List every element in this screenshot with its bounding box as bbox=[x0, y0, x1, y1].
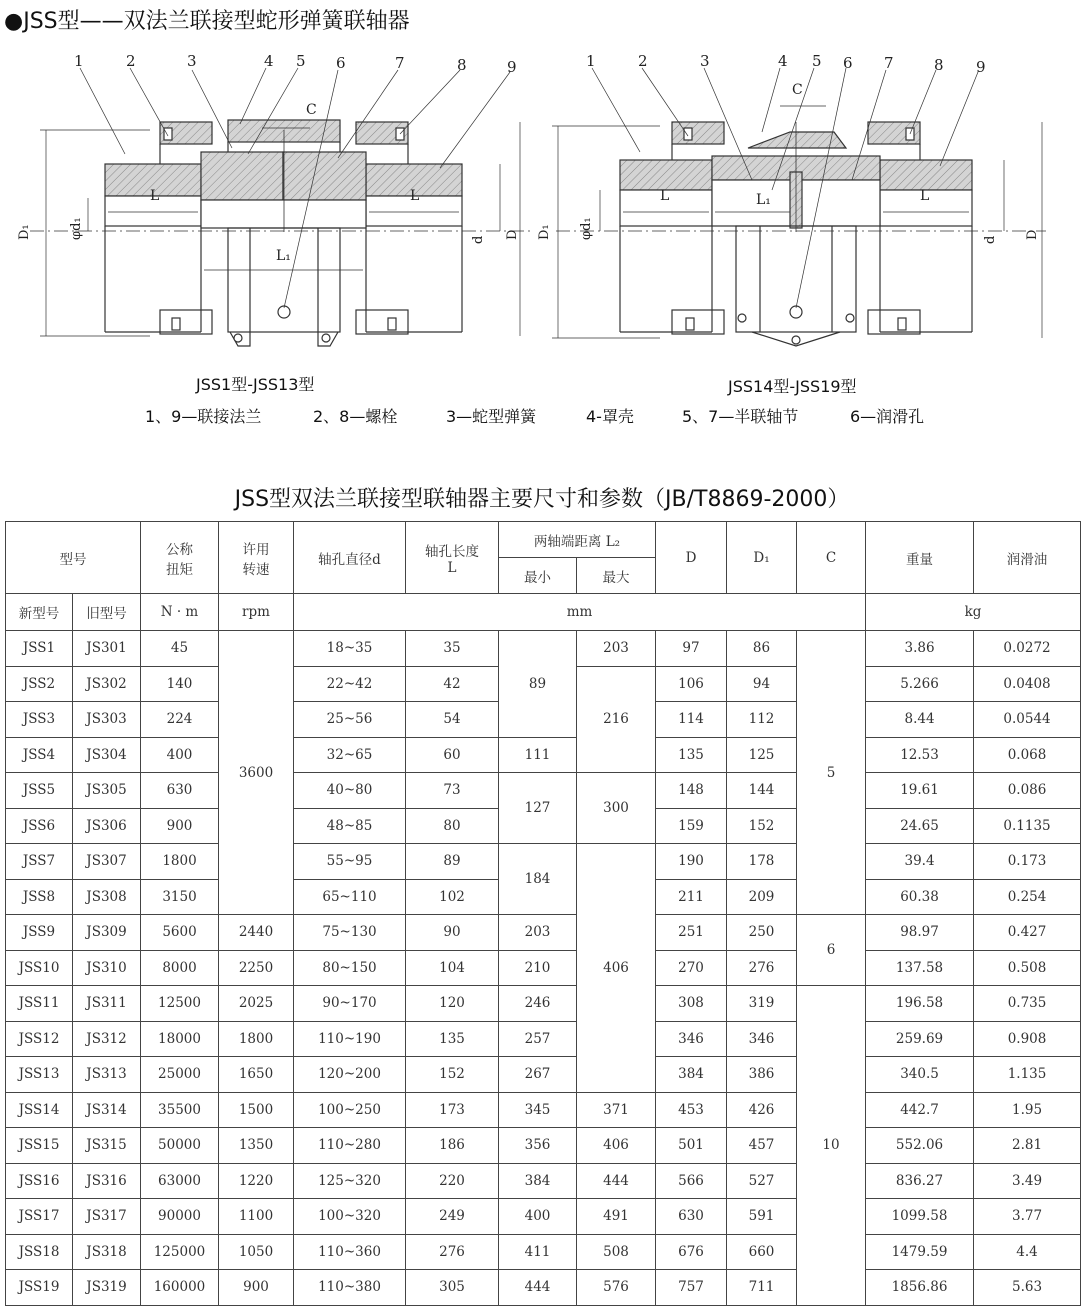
cell-speed: 1650 bbox=[219, 1057, 294, 1093]
cell-D1: 386 bbox=[727, 1057, 797, 1093]
cell-lmax: 216 bbox=[577, 666, 656, 773]
svg-text:8: 8 bbox=[934, 56, 944, 74]
cell-D: 114 bbox=[656, 702, 727, 738]
unit-torque: N · m bbox=[141, 594, 219, 631]
cell-new: JSS11 bbox=[6, 986, 73, 1022]
legend-item: 3—蛇型弹簧 bbox=[446, 407, 537, 426]
cell-D1: 144 bbox=[727, 773, 797, 809]
svg-text:D₁: D₁ bbox=[537, 224, 552, 240]
table-row bbox=[6, 773, 1081, 809]
svg-text:L: L bbox=[660, 188, 670, 204]
cell-L: 60 bbox=[406, 737, 499, 773]
cell-new: JSS13 bbox=[6, 1057, 73, 1093]
cell-torque: 18000 bbox=[141, 1021, 219, 1057]
cell-L: 173 bbox=[406, 1092, 499, 1128]
cell-L: 186 bbox=[406, 1128, 499, 1164]
cell-grease: 0.908 bbox=[974, 1021, 1081, 1057]
table-row bbox=[6, 1270, 1081, 1306]
cell-speed: 2250 bbox=[219, 950, 294, 986]
cell-old: JS309 bbox=[73, 915, 141, 951]
cell-weight: 836.27 bbox=[866, 1163, 974, 1199]
cell-d: 32~65 bbox=[294, 737, 406, 773]
cell-new: JSS6 bbox=[6, 808, 73, 844]
cell-old: JS307 bbox=[73, 844, 141, 880]
cell-lmax: 300 bbox=[577, 773, 656, 844]
cell-new: JSS19 bbox=[6, 1270, 73, 1306]
cell-D1: 426 bbox=[727, 1092, 797, 1128]
legend-item: 2、8—螺栓 bbox=[313, 407, 398, 426]
cell-weight: 19.61 bbox=[866, 773, 974, 809]
cell-old: JS318 bbox=[73, 1234, 141, 1270]
hdr-D: D bbox=[656, 522, 727, 594]
legend-item: 6—润滑孔 bbox=[850, 407, 925, 426]
hdr-min: 最小 bbox=[499, 558, 577, 594]
cell-lmin: 267 bbox=[499, 1057, 577, 1093]
cell-D: 308 bbox=[656, 986, 727, 1022]
cell-lmin: 184 bbox=[499, 844, 577, 915]
svg-text:2: 2 bbox=[126, 52, 136, 70]
cell-weight: 98.97 bbox=[866, 915, 974, 951]
cell-D1: 457 bbox=[727, 1128, 797, 1164]
cell-grease: 0.254 bbox=[974, 879, 1081, 915]
svg-text:D: D bbox=[505, 229, 520, 240]
svg-text:8: 8 bbox=[457, 56, 467, 74]
cell-new: JSS10 bbox=[6, 950, 73, 986]
svg-text:C: C bbox=[792, 82, 803, 98]
cell-C: 5 bbox=[797, 631, 866, 915]
legend-item: 1、9—联接法兰 bbox=[145, 407, 262, 426]
cell-grease: 2.81 bbox=[974, 1128, 1081, 1164]
cell-torque: 3150 bbox=[141, 879, 219, 915]
table-row bbox=[6, 844, 1081, 880]
cell-new: JSS12 bbox=[6, 1021, 73, 1057]
cell-speed: 1100 bbox=[219, 1199, 294, 1235]
cell-new: JSS1 bbox=[6, 631, 73, 667]
cell-weight: 442.7 bbox=[866, 1092, 974, 1128]
cell-old: JS301 bbox=[73, 631, 141, 667]
cell-D: 270 bbox=[656, 950, 727, 986]
cell-weight: 12.53 bbox=[866, 737, 974, 773]
spec-table bbox=[5, 521, 1081, 1306]
cell-torque: 63000 bbox=[141, 1163, 219, 1199]
hdr-D1: D₁ bbox=[727, 522, 797, 594]
page-heading bbox=[4, 4, 410, 35]
cell-D1: 591 bbox=[727, 1199, 797, 1235]
caption-right: JSS14型-JSS19型 bbox=[728, 377, 857, 396]
hdr-bore-len: 轴孔长度 L bbox=[406, 522, 499, 594]
svg-text:5: 5 bbox=[296, 52, 306, 70]
cell-grease: 0.0408 bbox=[974, 666, 1081, 702]
cell-L: 135 bbox=[406, 1021, 499, 1057]
cell-weight: 39.4 bbox=[866, 844, 974, 880]
cell-speed: 2440 bbox=[219, 915, 294, 951]
cell-speed: 1800 bbox=[219, 1021, 294, 1057]
cell-lmin: 203 bbox=[499, 915, 577, 951]
cell-new: JSS16 bbox=[6, 1163, 73, 1199]
cell-grease: 3.77 bbox=[974, 1199, 1081, 1235]
svg-text:6: 6 bbox=[843, 54, 853, 72]
cell-lmin: 384 bbox=[499, 1163, 577, 1199]
cell-d: 55~95 bbox=[294, 844, 406, 880]
cell-torque: 160000 bbox=[141, 1270, 219, 1306]
cell-lmin: 411 bbox=[499, 1234, 577, 1270]
hdr-weight: 重量 bbox=[866, 522, 974, 594]
cell-new: JSS17 bbox=[6, 1199, 73, 1235]
cell-new: JSS5 bbox=[6, 773, 73, 809]
cell-grease: 0.068 bbox=[974, 737, 1081, 773]
cell-weight: 1099.58 bbox=[866, 1199, 974, 1235]
cell-lmax: 371 bbox=[577, 1092, 656, 1128]
cell-weight: 340.5 bbox=[866, 1057, 974, 1093]
cell-weight: 8.44 bbox=[866, 702, 974, 738]
table-row bbox=[6, 1057, 1081, 1093]
cell-weight: 196.58 bbox=[866, 986, 974, 1022]
cell-D1: 178 bbox=[727, 844, 797, 880]
cell-torque: 35500 bbox=[141, 1092, 219, 1128]
cell-D: 190 bbox=[656, 844, 727, 880]
cell-L: 35 bbox=[406, 631, 499, 667]
cell-weight: 259.69 bbox=[866, 1021, 974, 1057]
cell-D1: 209 bbox=[727, 879, 797, 915]
cell-speed: 1050 bbox=[219, 1234, 294, 1270]
table-row bbox=[6, 950, 1081, 986]
caption-left: JSS1型-JSS13型 bbox=[196, 375, 315, 394]
table-row bbox=[6, 1199, 1081, 1235]
cell-D: 159 bbox=[656, 808, 727, 844]
cell-grease: 0.1135 bbox=[974, 808, 1081, 844]
cell-torque: 45 bbox=[141, 631, 219, 667]
svg-text:3: 3 bbox=[187, 52, 197, 70]
cell-D1: 112 bbox=[727, 702, 797, 738]
cell-old: JS316 bbox=[73, 1163, 141, 1199]
unit-mm: mm bbox=[294, 594, 866, 631]
cell-D: 106 bbox=[656, 666, 727, 702]
cell-D1: 152 bbox=[727, 808, 797, 844]
cell-D1: 660 bbox=[727, 1234, 797, 1270]
cell-D1: 527 bbox=[727, 1163, 797, 1199]
hdr-bore-dia: 轴孔直径d bbox=[294, 522, 406, 594]
cell-D: 566 bbox=[656, 1163, 727, 1199]
cell-d: 120~200 bbox=[294, 1057, 406, 1093]
hdr-new-model: 新型号 bbox=[6, 594, 73, 631]
svg-text:φd₁: φd₁ bbox=[579, 217, 594, 240]
legend-item: 5、7—半联轴节 bbox=[682, 407, 799, 426]
cell-torque: 8000 bbox=[141, 950, 219, 986]
cell-L: 249 bbox=[406, 1199, 499, 1235]
cell-D1: 319 bbox=[727, 986, 797, 1022]
cell-grease: 4.4 bbox=[974, 1234, 1081, 1270]
cell-L: 120 bbox=[406, 986, 499, 1022]
cell-old: JS313 bbox=[73, 1057, 141, 1093]
cell-speed: 3600 bbox=[219, 631, 294, 915]
cell-lmax: 508 bbox=[577, 1234, 656, 1270]
cell-grease: 0.508 bbox=[974, 950, 1081, 986]
table-title: JSS型双法兰联接型联轴器主要尺寸和参数（JB/T8869-2000） bbox=[234, 487, 850, 512]
svg-text:9: 9 bbox=[976, 58, 986, 76]
cell-L: 276 bbox=[406, 1234, 499, 1270]
cell-lmin: 345 bbox=[499, 1092, 577, 1128]
cell-weight: 5.266 bbox=[866, 666, 974, 702]
cell-D: 676 bbox=[656, 1234, 727, 1270]
cell-weight: 137.58 bbox=[866, 950, 974, 986]
cell-lmin: 246 bbox=[499, 986, 577, 1022]
cell-new: JSS9 bbox=[6, 915, 73, 951]
svg-text:6: 6 bbox=[336, 54, 346, 72]
cell-grease: 0.0544 bbox=[974, 702, 1081, 738]
table-row bbox=[6, 631, 1081, 667]
svg-text:L₁: L₁ bbox=[756, 192, 771, 208]
svg-text:1: 1 bbox=[586, 52, 596, 70]
cell-new: JSS15 bbox=[6, 1128, 73, 1164]
cell-lmin: 111 bbox=[499, 737, 577, 773]
cell-old: JS305 bbox=[73, 773, 141, 809]
cell-L: 102 bbox=[406, 879, 499, 915]
cell-D: 384 bbox=[656, 1057, 727, 1093]
cell-torque: 50000 bbox=[141, 1128, 219, 1164]
svg-text:L: L bbox=[150, 188, 160, 204]
svg-text:L₁: L₁ bbox=[276, 248, 291, 264]
cell-torque: 900 bbox=[141, 808, 219, 844]
cell-torque: 140 bbox=[141, 666, 219, 702]
cell-torque: 12500 bbox=[141, 986, 219, 1022]
cell-old: JS312 bbox=[73, 1021, 141, 1057]
cell-weight: 60.38 bbox=[866, 879, 974, 915]
cell-grease: 0.427 bbox=[974, 915, 1081, 951]
cell-lmin: 444 bbox=[499, 1270, 577, 1306]
cell-lmin: 127 bbox=[499, 773, 577, 844]
legend-item: 4-罩壳 bbox=[586, 407, 634, 426]
cell-grease: 3.49 bbox=[974, 1163, 1081, 1199]
cell-d: 125~320 bbox=[294, 1163, 406, 1199]
svg-text:d: d bbox=[471, 235, 486, 244]
cell-grease: 0.0272 bbox=[974, 631, 1081, 667]
cell-d: 22~42 bbox=[294, 666, 406, 702]
svg-text:D₁: D₁ bbox=[17, 224, 32, 240]
cell-weight: 24.65 bbox=[866, 808, 974, 844]
cell-L: 90 bbox=[406, 915, 499, 951]
cell-old: JS314 bbox=[73, 1092, 141, 1128]
cell-torque: 90000 bbox=[141, 1199, 219, 1235]
bullet-icon: ● bbox=[4, 9, 24, 34]
cell-lmin: 356 bbox=[499, 1128, 577, 1164]
hdr-speed: 许用 转速 bbox=[219, 522, 294, 594]
hdr-shaft-gap: 两轴端距离 L₂ bbox=[499, 522, 656, 558]
table-row bbox=[6, 1021, 1081, 1057]
cell-lmin: 257 bbox=[499, 1021, 577, 1057]
hdr-C: C bbox=[797, 522, 866, 594]
cell-L: 54 bbox=[406, 702, 499, 738]
page-title: JSS型——双法兰联接型蛇形弹簧联轴器 bbox=[23, 9, 410, 34]
cell-C: 6 bbox=[797, 915, 866, 986]
cell-old: JS319 bbox=[73, 1270, 141, 1306]
cell-weight: 1479.59 bbox=[866, 1234, 974, 1270]
table-row bbox=[6, 915, 1081, 951]
cell-L: 80 bbox=[406, 808, 499, 844]
svg-text:5: 5 bbox=[812, 52, 822, 70]
table-row bbox=[6, 986, 1081, 1022]
cell-old: JS302 bbox=[73, 666, 141, 702]
svg-text:4: 4 bbox=[264, 52, 274, 70]
cell-D: 97 bbox=[656, 631, 727, 667]
cell-grease: 1.95 bbox=[974, 1092, 1081, 1128]
cell-lmax: 444 bbox=[577, 1163, 656, 1199]
cell-L: 152 bbox=[406, 1057, 499, 1093]
cell-torque: 5600 bbox=[141, 915, 219, 951]
cell-L: 104 bbox=[406, 950, 499, 986]
cell-old: JS310 bbox=[73, 950, 141, 986]
cell-D1: 276 bbox=[727, 950, 797, 986]
cell-grease: 0.173 bbox=[974, 844, 1081, 880]
svg-text:4: 4 bbox=[778, 52, 788, 70]
cell-d: 110~360 bbox=[294, 1234, 406, 1270]
cell-d: 65~110 bbox=[294, 879, 406, 915]
cell-lmin: 89 bbox=[499, 631, 577, 738]
cell-D1: 94 bbox=[727, 666, 797, 702]
cell-speed: 1500 bbox=[219, 1092, 294, 1128]
cell-torque: 1800 bbox=[141, 844, 219, 880]
cell-speed: 1220 bbox=[219, 1163, 294, 1199]
table-row bbox=[6, 1092, 1081, 1128]
cell-d: 75~130 bbox=[294, 915, 406, 951]
cell-d: 100~250 bbox=[294, 1092, 406, 1128]
cell-weight: 552.06 bbox=[866, 1128, 974, 1164]
cell-d: 80~150 bbox=[294, 950, 406, 986]
cell-new: JSS4 bbox=[6, 737, 73, 773]
drawing-left bbox=[30, 68, 530, 346]
cell-d: 48~85 bbox=[294, 808, 406, 844]
cell-d: 90~170 bbox=[294, 986, 406, 1022]
cell-new: JSS18 bbox=[6, 1234, 73, 1270]
cell-old: JS304 bbox=[73, 737, 141, 773]
table-row bbox=[6, 1234, 1081, 1270]
cell-d: 100~320 bbox=[294, 1199, 406, 1235]
cell-grease: 1.135 bbox=[974, 1057, 1081, 1093]
cell-D: 630 bbox=[656, 1199, 727, 1235]
cell-D1: 711 bbox=[727, 1270, 797, 1306]
cell-d: 40~80 bbox=[294, 773, 406, 809]
cell-lmax: 203 bbox=[577, 631, 656, 667]
svg-text:2: 2 bbox=[638, 52, 648, 70]
cell-D: 501 bbox=[656, 1128, 727, 1164]
cell-old: JS317 bbox=[73, 1199, 141, 1235]
cell-L: 220 bbox=[406, 1163, 499, 1199]
spec-table-body bbox=[6, 522, 1081, 1306]
table-row bbox=[6, 1163, 1081, 1199]
cell-D: 135 bbox=[656, 737, 727, 773]
cell-grease: 0.086 bbox=[974, 773, 1081, 809]
drawing-right bbox=[552, 68, 1046, 346]
svg-text:9: 9 bbox=[507, 58, 517, 76]
cell-torque: 630 bbox=[141, 773, 219, 809]
table-row bbox=[6, 737, 1081, 773]
svg-text:3: 3 bbox=[700, 52, 710, 70]
cell-L: 89 bbox=[406, 844, 499, 880]
cell-new: JSS8 bbox=[6, 879, 73, 915]
cell-new: JSS7 bbox=[6, 844, 73, 880]
svg-text:7: 7 bbox=[884, 54, 894, 72]
cell-old: JS308 bbox=[73, 879, 141, 915]
cell-d: 110~280 bbox=[294, 1128, 406, 1164]
cell-lmin: 210 bbox=[499, 950, 577, 986]
cell-old: JS303 bbox=[73, 702, 141, 738]
cell-new: JSS3 bbox=[6, 702, 73, 738]
cell-weight: 1856.86 bbox=[866, 1270, 974, 1306]
svg-text:L: L bbox=[920, 188, 930, 204]
svg-text:d: d bbox=[983, 235, 998, 244]
cell-speed: 1350 bbox=[219, 1128, 294, 1164]
cell-torque: 25000 bbox=[141, 1057, 219, 1093]
cell-D1: 125 bbox=[727, 737, 797, 773]
cell-grease: 0.735 bbox=[974, 986, 1081, 1022]
cell-d: 110~190 bbox=[294, 1021, 406, 1057]
cell-D: 453 bbox=[656, 1092, 727, 1128]
cell-L: 42 bbox=[406, 666, 499, 702]
cell-torque: 125000 bbox=[141, 1234, 219, 1270]
cell-new: JSS2 bbox=[6, 666, 73, 702]
svg-text:D: D bbox=[1025, 229, 1040, 240]
svg-text:φd₁: φd₁ bbox=[69, 217, 84, 240]
svg-text:L: L bbox=[410, 188, 420, 204]
cell-new: JSS14 bbox=[6, 1092, 73, 1128]
hdr-model: 型号 bbox=[6, 522, 141, 594]
hdr-grease: 润滑油 bbox=[974, 522, 1081, 594]
svg-text:7: 7 bbox=[395, 54, 405, 72]
cell-torque: 224 bbox=[141, 702, 219, 738]
cell-lmax: 491 bbox=[577, 1199, 656, 1235]
cell-d: 18~35 bbox=[294, 631, 406, 667]
cell-D1: 86 bbox=[727, 631, 797, 667]
hdr-torque: 公称 扭矩 bbox=[141, 522, 219, 594]
cell-D1: 250 bbox=[727, 915, 797, 951]
cell-D: 148 bbox=[656, 773, 727, 809]
cell-lmin: 400 bbox=[499, 1199, 577, 1235]
cell-old: JS315 bbox=[73, 1128, 141, 1164]
cell-torque: 400 bbox=[141, 737, 219, 773]
cell-weight: 3.86 bbox=[866, 631, 974, 667]
cell-old: JS306 bbox=[73, 808, 141, 844]
cell-D: 346 bbox=[656, 1021, 727, 1057]
cell-grease: 5.63 bbox=[974, 1270, 1081, 1306]
cell-C: 10 bbox=[797, 986, 866, 1306]
cell-L: 305 bbox=[406, 1270, 499, 1306]
cell-speed: 2025 bbox=[219, 986, 294, 1022]
hdr-old-model: 旧型号 bbox=[73, 594, 141, 631]
svg-text:C: C bbox=[306, 102, 317, 118]
cell-L: 73 bbox=[406, 773, 499, 809]
cell-d: 110~380 bbox=[294, 1270, 406, 1306]
cell-speed: 900 bbox=[219, 1270, 294, 1306]
unit-kg: kg bbox=[866, 594, 1081, 631]
cell-D: 211 bbox=[656, 879, 727, 915]
cell-lmax: 406 bbox=[577, 844, 656, 1093]
cell-D: 757 bbox=[656, 1270, 727, 1306]
cell-old: JS311 bbox=[73, 986, 141, 1022]
hdr-max: 最大 bbox=[577, 558, 656, 594]
cell-lmax: 406 bbox=[577, 1128, 656, 1164]
svg-text:1: 1 bbox=[74, 52, 84, 70]
table-row bbox=[6, 1128, 1081, 1164]
cell-D: 251 bbox=[656, 915, 727, 951]
unit-speed: rpm bbox=[219, 594, 294, 631]
cell-lmax: 576 bbox=[577, 1270, 656, 1306]
cell-D1: 346 bbox=[727, 1021, 797, 1057]
cell-d: 25~56 bbox=[294, 702, 406, 738]
